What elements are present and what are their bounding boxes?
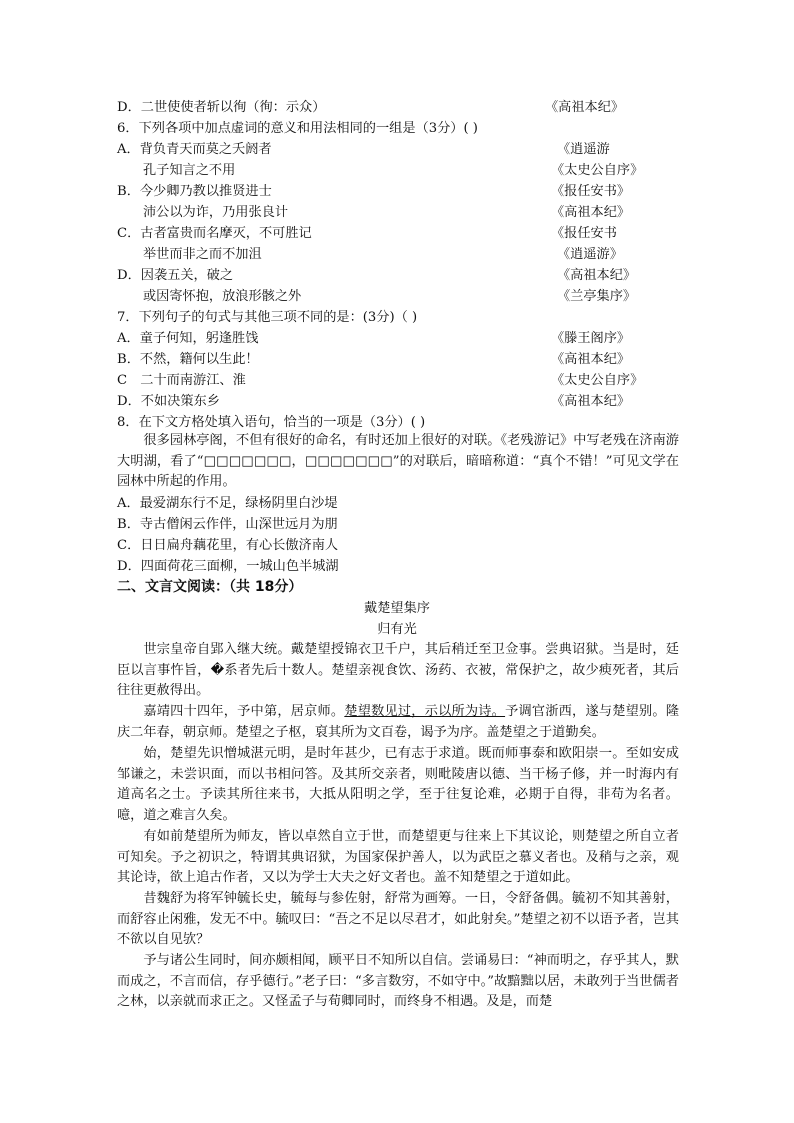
q6-option-b-line1-source: 《报任安书》 — [551, 184, 631, 199]
q6-option-c-line2-source: 《逍遥游》 — [557, 247, 623, 262]
q6-stem: 6．下列各项中加点虚词的意义和用法相同的一组是（3分）( ) — [117, 121, 478, 136]
essay-title: 戴楚望集序 — [364, 601, 430, 616]
essay-paragraph-2-start: 嘉靖四十四年，予中第，居京师。 — [143, 704, 345, 719]
q7-option-c-source: 《太史公自序》 — [551, 373, 644, 388]
q8-stem: 8．在下文方格处填入语句，恰当的一项是（3分）( ) — [117, 415, 426, 430]
q6-option-a-line1-source: 《逍遥游 — [557, 142, 610, 157]
essay-paragraph-6: 予与诸公生同时，间亦颇相闻，顾平日不知所以自信。尝诵易曰：“神而明之，存乎其人，默而成之，不言而信，存乎德行。”老子曰：“多言数穷，不如守中。”故黯黜以居，未敢列于当世儒者之林，以亲就而求正之。又怪孟子与荀卿同时，而终身不相遇。及是，而楚 — [117, 953, 679, 1010]
q6-option-d-line1: D．因袭五关，破之 — [117, 268, 234, 283]
q8-option-b: B．寺古僧闲云作伴，山深世远月为朋 — [117, 517, 338, 532]
q6-option-d-line2-source: 《兰亭集序》 — [557, 289, 637, 304]
q6-option-b-line2: 沛公以为诈，乃用张良计 — [143, 205, 289, 220]
q6-option-d-line1-source: 《高祖本纪》 — [557, 268, 637, 283]
q6-option-a-line2: 孔子知言之不用 — [143, 163, 236, 178]
q6-option-c-line1-source: 《报任安书 — [551, 226, 617, 241]
q7-option-d: D．不如决策东乡 — [117, 394, 220, 409]
essay-paragraph-2-rest: 予调官浙西，遂与楚望别。隆庆二年春，朝京师。楚望之子枢，裒其所为文百卷，谒予为序。盖楚望之于道勤矣。 — [117, 704, 680, 740]
essay-paragraph-4: 有如前楚望所为师友，皆以卓然自立于世，而楚望更与往来上下其议论，则楚望之所自立者可知矣。予之初识之，特谓其典诏狱，为国家保护善人，以为武臣之慕义者也。及稍与之亲，观其论诗，欲上追古作者，又以为学士大夫之好文者也。盖不知楚望之于道如此。 — [117, 829, 679, 886]
essay-author: 归有光 — [377, 622, 417, 637]
q7-option-b: B．不然，籍何以生此！ — [117, 352, 259, 367]
q8-option-a: A．最爱湖东行不足，绿杨阴里白沙堤 — [117, 496, 338, 511]
essay-paragraph-3: 始，楚望先识憎城湛元明，是时年甚少，已有志于求道。既而师事泰和欧阳崇一。至如安成邹谦之，未尝识面，而以书相问答。及其所交亲者，则毗陵唐以德、当干杨子修，并一时海内有道高名之士。予读其所往来书，大抵从阳明之学，至于往复论难，必期于自得，非苟为名者。噫，道之难言久矣。 — [117, 746, 679, 823]
q6-option-c-line2: 举世而非之而不加沮 — [143, 247, 262, 262]
q6-option-a-line2-source: 《太史公自序》 — [551, 163, 644, 178]
q7-option-a-source: 《滕王阁序》 — [551, 331, 631, 346]
q5-option-d-source: 《高祖本纪》 — [545, 100, 625, 115]
q7-option-d-source: 《高祖本纪》 — [551, 394, 631, 409]
q8-option-c: C．日日扁舟藕花里，有心长傲济南人 — [117, 538, 339, 553]
q5-option-d: D．二世使使者斩以徇（徇：示众） — [117, 100, 326, 115]
essay-paragraph-5: 昔魏舒为将军钟毓长史，毓每与参佐射，舒常为画筹。一日，令舒备偶。毓初不知其善射，而舒容止闲雅，发无不中。毓叹曰：“吾之不足以尽君才，如此射矣。”楚望之初不以语予者，岂其不欲以自见欤？ — [117, 891, 679, 948]
section-heading: 二、文言文阅读：（共 18分） — [117, 579, 303, 595]
q7-option-c: C 二十而南游江、淮 — [117, 373, 246, 388]
q7-option-a: A．童子何知，躬逢胜饯 — [117, 331, 259, 346]
q6-option-d-line2: 或因寄怀抱，放浪形骸之外 — [143, 289, 302, 304]
q6-option-b-line1: B．今少卿乃教以推贤进士 — [117, 184, 272, 199]
underlined-sentence: 楚望数见过，示以所为诗。 — [344, 704, 506, 719]
q6-option-a-line1: A．背负青天而莫之夭阏者 — [117, 142, 272, 157]
q6-option-b-line2-source: 《高祖本纪》 — [551, 205, 631, 220]
q7-option-b-source: 《高祖本纪》 — [551, 352, 631, 367]
essay-paragraph-2 — [117, 702, 679, 743]
q7-stem: 7．下列句子的句式与其他三项不同的是：(3分)（ ) — [117, 310, 418, 325]
essay-paragraph-1: 世宗皇帝自郢入继大统。戴楚望授锦衣卫千户，其后稍迁至卫佥事。尝典诏狱。当是时，廷臣以言事忤旨，�系者先后十数人。楚望亲视食饮、汤药、衣被，常保护之，故少瘐死者，其后往往更赦得出。 — [117, 642, 679, 699]
q8-option-d: D．四面荷花三面柳，一城山色半城湖 — [117, 559, 339, 574]
q6-option-c-line1: C．古者富贵而名摩灭，不可胜记 — [117, 226, 312, 241]
q8-passage: 很多园林亭阁，不但有很好的命名，有时还加上很好的对联。《老残游记》中写老残在济南游大明湖，看了“□□□□□□□，□□□□□□□”的对联后，暗暗称道：“真个不错！”可见文学在园林中所起的作用。 — [117, 433, 679, 490]
